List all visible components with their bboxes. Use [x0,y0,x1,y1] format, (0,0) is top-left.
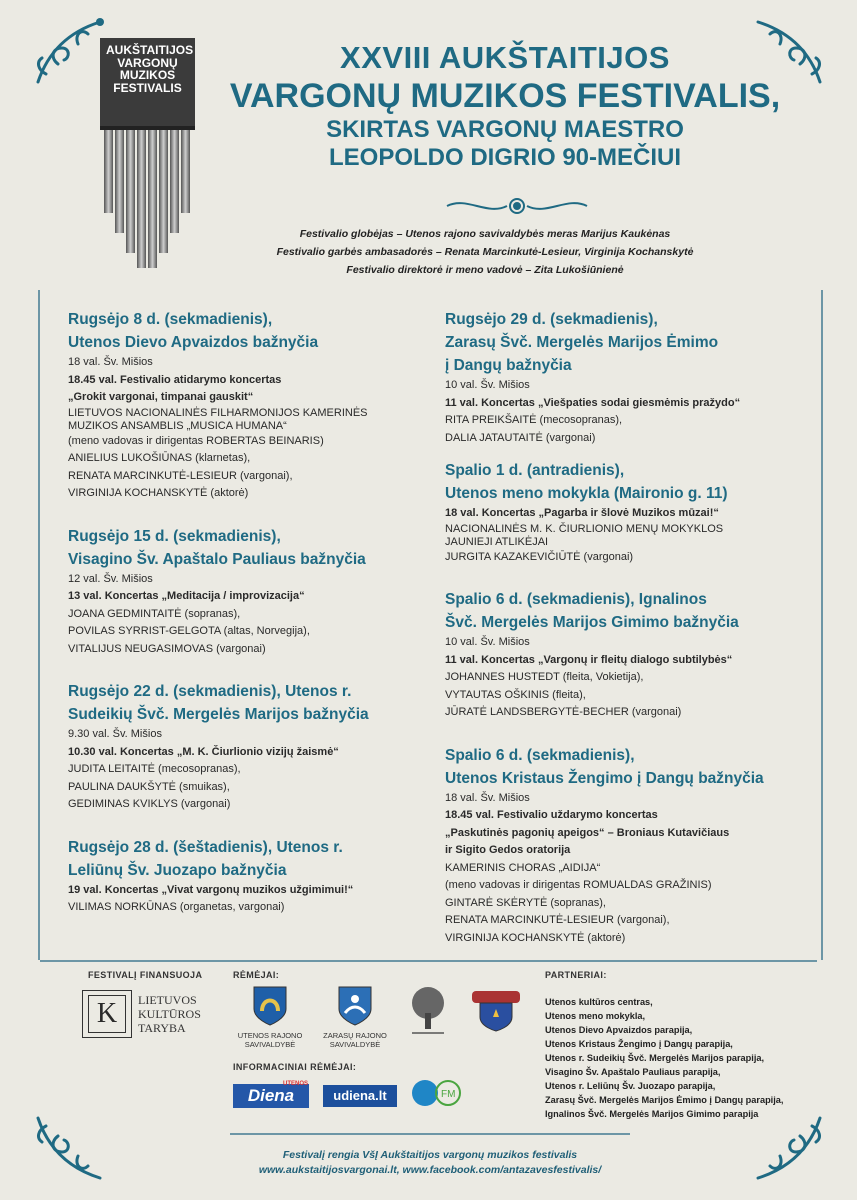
event-heading: Rugsėjo 29 d. (sekmadienis), [445,311,658,328]
event-heading: į Dangų bažnyčia [445,357,572,374]
supporters-label: RĖMĖJAI: [233,970,280,980]
event-heading: Spalio 6 d. (sekmadienis), [445,746,635,764]
event-line: JOANA GEDMINTAITĖ (sopranas), [68,607,241,620]
event-heading: Spalio 1 d. (antradienis), [445,462,625,479]
event-line: JAUNIEJI ATLIKĖJAI [445,535,549,548]
council-name-line: TARYBA [138,1021,186,1035]
program-column-left [68,308,423,929]
event-heading: Sudeikių Švč. Mergelės Marijos bažnyčia [68,706,369,723]
event-line: GINTARĖ SKĖRYTĖ (sopranas), [445,896,606,909]
diena-logo-text: Diena [247,1086,295,1105]
utena-line: SAVIVALDYBĖ [244,1040,296,1049]
event-line: VITALIJUS NEUGASIMOVAS (vargonai) [68,642,266,655]
event-line: JOHANNES HUSTEDT (fleita, Vokietija), [445,671,644,683]
event-line: 9.30 val. Šv. Mišios [68,728,162,740]
program-column-right [445,308,800,959]
footer-organizer: Festivalį rengia VšĮ Aukštaitijos vargonų muzikos festivalis [282,1149,578,1161]
partner-item: Visagino Šv. Apaštalo Pauliaus parapija, [545,1067,721,1077]
event-block [445,588,800,722]
partner-item: Utenos r. Leliūnų Šv. Juozapo parapija, [545,1081,716,1091]
event-line: POVILAS SYRRIST-GELGOTA (altas, Norvegija), [68,625,310,637]
partner-item: Ignalinos Švč. Mergelės Marijos Gimimo parapija [545,1109,759,1119]
event-line: VIRGINIJA KOCHANSKYTĖ (aktorė) [68,487,249,499]
section-divider [40,960,817,962]
utena-coat-of-arms-icon [252,985,288,1027]
event-line: PAULINA DAUKŠYTĖ (smuikas), [68,780,230,793]
diena-logo [233,1084,309,1108]
logo-line: AUKŠTAITIJOS [106,43,194,57]
title-line-2: VARGONŲ MUZIKOS FESTIVALIS, [229,77,781,115]
radio-fm-logo-icon [410,1077,466,1111]
event-line: ir Sigito Gedos oratorija [445,844,571,856]
event-line: VIRGINIJA KOCHANSKYTĖ (aktorė) [445,931,626,944]
event-line: RENATA MARCINKUTĖ-LESIEUR (vargonai), [445,914,670,926]
fm-text: FM [441,1089,456,1100]
tree-logo-icon [406,985,450,1037]
title-line-4: LEOPOLDO DIGRIO 90-MEČIUI [328,144,682,171]
event-block [68,525,423,659]
logo-line: VARGONŲ [117,55,178,70]
event-line: 18 val. Šv. Mišios [445,791,530,804]
event-block [445,459,800,566]
partner-item: Utenos kultūros centras, [545,997,653,1007]
event-line: KAMERINIS CHORAS „AIDIJA“ [445,861,601,874]
logo-text [106,43,194,95]
event-line: 10 val. Šv. Mišios [445,636,530,648]
event-line: „Grokit vargonai, timpanai gauskit“ [68,391,254,403]
event-line: 11 val. Koncertas „Viešpaties sodai giesmėmis pražydo“ [445,396,741,409]
event-heading: Leliūnų Šv. Juozapo bažnyčia [68,861,287,879]
event-line: VILIMAS NORKŪNAS (organetas, vargonai) [68,901,285,913]
council-name [138,993,201,1035]
corner-ornament-bottom-left-icon [28,1108,108,1188]
event-line: 10.30 val. Koncertas „M. K. Čiurlionio vizijų žaismė“ [68,745,339,758]
info-supporters-label: INFORMACINIAI RĖMĖJAI: [233,1062,357,1072]
council-name-line: KULTŪROS [138,1007,201,1021]
credit-line: Festivalio direktorė ir meno vadovė – Zita Lukošiūnienė [346,264,624,276]
zarasai-line: ZARASŲ RAJONO [323,1031,387,1040]
event-heading: Rugsėjo 8 d. (sekmadienis), [68,311,273,328]
footer-links[interactable]: www.aukstaitijosvargonai.lt, www.facebook.com/antazavesfestivalis/ [258,1164,602,1176]
event-line: JURGITA KAZAKEVIČIŪTĖ (vargonai) [445,550,634,563]
council-logo-icon [82,990,132,1038]
council-name-line: LIETUVOS [138,993,197,1007]
event-heading: Utenos Kristaus Žengimo į Dangų bažnyčia [445,769,764,787]
zarasai-coat-of-arms-icon [337,985,373,1027]
event-line: GEDIMINAS KVIKLYS (vargonai) [68,798,231,810]
event-line: MUZIKOS ANSAMBLIS „MUSICA HUMANA“ [68,419,287,432]
event-line: 19 val. Koncertas „Vivat vargonų muzikos užgimimui!“ [68,883,354,896]
title-line-1: XXVIII AUKŠTAITIJOS [340,40,670,75]
credit-line: Festivalio globėjas – Utenos rajono savivaldybės meras Marijus Kaukėnas [299,228,671,240]
event-line: JŪRATĖ LANDSBERGYTĖ-BECHER (vargonai) [445,706,682,718]
council-logo-letter: K [88,995,126,1033]
partner-item: Zarasų Švč. Mergelės Marijos Ėmimo į Dangų parapija, [545,1095,784,1105]
festival-credits [200,225,770,279]
partners-label: PARTNERIAI: [545,970,607,980]
utena-line: UTENOS RAJONO [237,1031,303,1040]
zarasai-municipality [313,1031,397,1049]
event-heading: Zarasų Švč. Mergelės Marijos Ėmimo [445,334,719,351]
event-block [445,744,800,948]
event-line: NACIONALINĖS M. K. ČIURLIONIO MENŲ MOKYKLOS [445,522,724,535]
event-line: 10 val. Šv. Mišios [445,379,530,391]
partner-item: Utenos meno mokykla, [545,1011,646,1021]
event-block [445,308,800,447]
event-heading: Rugsėjo 28 d. (šeštadienis), Utenos r. [68,838,343,856]
diena-logo-small: UTENOS [283,1081,309,1087]
festival-logo [100,38,195,270]
event-block [68,680,423,814]
event-line: RENATA MARCINKUTĖ-LESIEUR (vargonai), [68,469,293,482]
heraldic-crest-icon [468,987,524,1033]
event-line: 18 val. Koncertas „Pagarba ir šlovė Muzikos mūzai!“ [445,507,719,519]
footer [180,1148,680,1178]
title-line-3: SKIRTAS VARGONŲ MAESTRO [326,116,684,143]
event-line: 13 val. Koncertas „Meditacija / improvizacija“ [68,590,305,602]
event-line: VYTAUTAS OŠKINIS (fleita), [445,688,586,701]
event-heading: Visagino Šv. Apaštalo Pauliaus bažnyčia [68,550,366,568]
event-line: 18 val. Šv. Mišios [68,356,153,368]
event-line: (meno vadovas ir dirigentas ROBERTAS BEINARIS) [68,434,324,447]
event-line: 18.45 val. Festivalio uždarymo koncertas [445,809,658,821]
event-line: 12 val. Šv. Mišios [68,572,153,585]
event-line: ANIELIUS LUKOŠIŪNAS (klarnetas), [68,452,251,464]
utena-municipality [228,1031,312,1049]
event-line: RITA PREIKŠAITĖ (mecosopranas), [445,414,623,426]
event-line: (meno vadovas ir dirigentas ROMUALDAS GRAŽINIS) [445,879,712,891]
financing-label: FESTIVALĮ FINANSUOJA [88,970,203,980]
divider-ornament-icon [442,194,592,218]
event-heading: Švč. Mergelės Marijos Gimimo bažnyčia [445,614,739,631]
credit-line: Festivalio garbės ambasadorės – Renata Marcinkutė-Lesieur, Virginija Kochanskytė [276,246,694,258]
event-line: 18.45 val. Festivalio atidarymo koncertas [68,373,282,386]
event-block [68,836,423,917]
event-line: 11 val. Koncertas „Vargonų ir fleitų dialogo subtilybės“ [445,653,733,666]
event-heading: Utenos meno mokykla (Maironio g. 11) [445,485,728,502]
corner-ornament-top-left-icon [28,12,108,92]
event-line: LIETUVOS NACIONALINĖS FILHARMONIJOS KAMERINĖS [68,406,368,419]
event-heading: Rugsėjo 22 d. (sekmadienis), Utenos r. [68,683,352,700]
event-block [68,308,423,503]
zarasai-line: SAVIVALDYBĖ [329,1040,381,1049]
event-line: DALIA JATAUTAITĖ (vargonai) [445,431,596,444]
partner-item: Utenos Kristaus Žengimo į Dangų parapija, [545,1039,733,1049]
partner-item: Utenos Dievo Apvaizdos parapija, [545,1025,693,1035]
event-heading: Rugsėjo 15 d. (sekmadienis), [68,527,281,545]
event-heading: Utenos Dievo Apvaizdos bažnyčia [68,334,319,351]
udiena-logo: udiena.lt [323,1085,397,1107]
partner-item: Utenos r. Sudeikių Švč. Mergelės Marijos parapija, [545,1053,765,1063]
logo-line: FESTIVALIS [113,80,182,95]
event-heading: Spalio 6 d. (sekmadienis), Ignalinos [445,591,707,608]
event-line: JUDITA LEITAITĖ (mecosopranas), [68,763,241,775]
event-line: „Paskutinės pagonių apeigos“ – Broniaus Kutavičiaus [445,826,730,839]
logo-line: MUZIKOS [119,68,176,82]
page-title [195,40,815,172]
footer-divider [230,1133,630,1135]
partners-list [545,995,825,1121]
